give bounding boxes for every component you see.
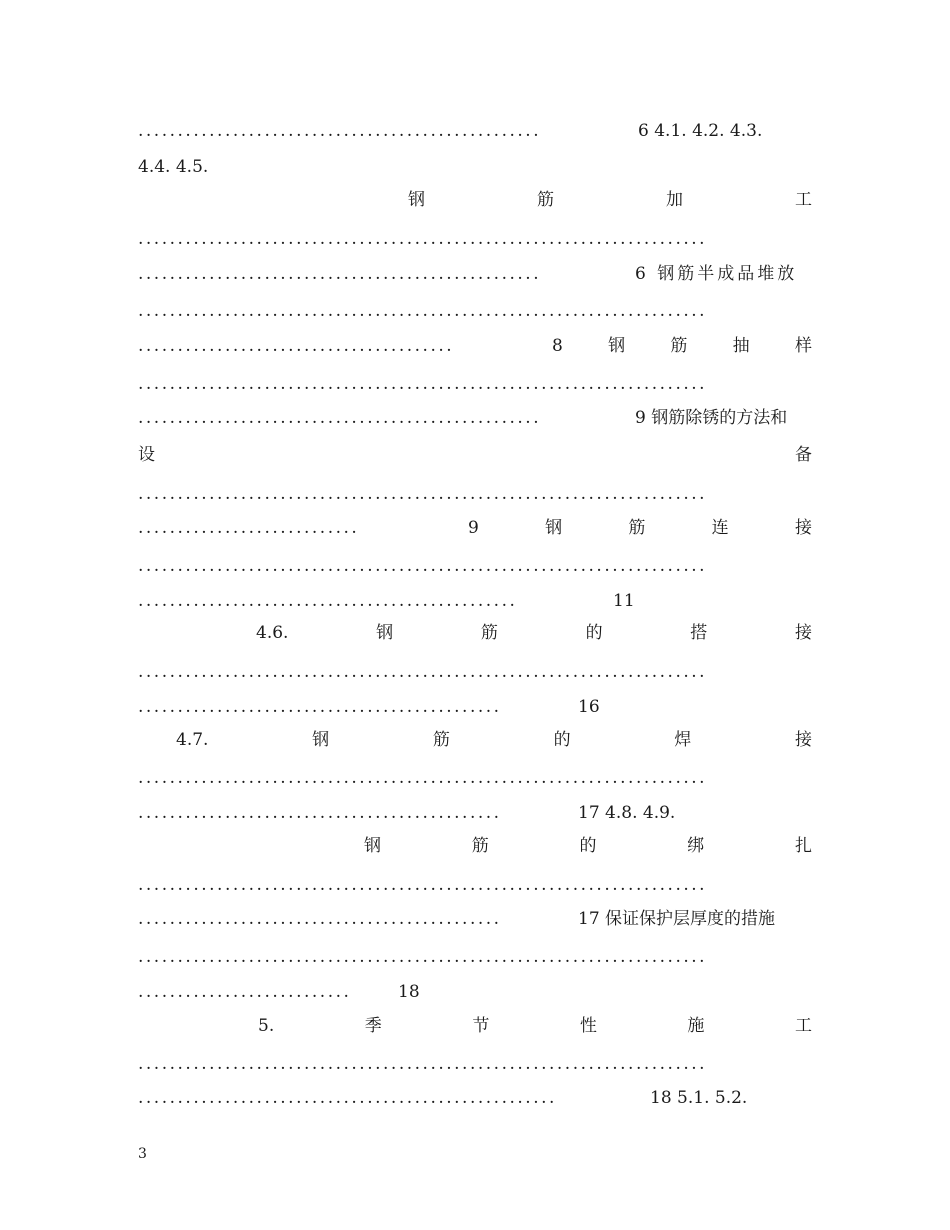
toc-line — [138, 588, 812, 614]
toc-line — [138, 298, 812, 324]
toc-entry-title — [256, 620, 812, 646]
toc-entry-title — [364, 833, 812, 859]
toc-line — [138, 553, 812, 579]
toc-char: 样 — [794, 336, 812, 356]
toc-line — [138, 906, 812, 932]
toc-entry-title — [408, 187, 812, 213]
leader-dots: ............................ — [138, 518, 360, 538]
toc-text: 6 钢筋半成品堆放 — [635, 264, 798, 284]
leader-dots: ........................................................................ — [138, 484, 708, 504]
section-number: 4.7. — [176, 730, 209, 750]
leader-dots: ........................................................................ — [138, 947, 708, 967]
leader-dots: ................................................ — [138, 591, 518, 611]
toc-line — [138, 154, 812, 180]
toc-char: 筋 — [432, 730, 450, 750]
leader-dots: ........................................................................ — [138, 1054, 708, 1074]
page-ref: 9 — [468, 518, 479, 538]
leader-dots: ..................................................... — [138, 1088, 557, 1108]
toc-char: 筋 — [537, 190, 554, 210]
toc-char: 的 — [585, 623, 603, 643]
toc-char: 工 — [794, 1016, 812, 1036]
leader-dots: ........................................................................ — [138, 662, 708, 682]
toc-char: 接 — [794, 623, 812, 643]
leader-dots: .............................................. — [138, 909, 502, 929]
toc-char: 搭 — [690, 623, 708, 643]
toc-entry-title — [258, 1013, 812, 1039]
toc-char: 焊 — [674, 730, 692, 750]
toc-entry-title — [552, 333, 812, 359]
toc-text: 6 4.1. 4.2. 4.3. — [638, 121, 763, 141]
toc-char: 的 — [579, 836, 597, 856]
leader-dots: ........................................................................ — [138, 374, 708, 394]
toc-line — [138, 515, 812, 541]
toc-line — [138, 659, 812, 685]
page-number: 3 — [138, 1146, 147, 1162]
section-number: 5. — [258, 1016, 275, 1036]
toc-line — [138, 442, 812, 468]
leader-dots: ........................................................................ — [138, 556, 708, 576]
leader-dots: ........................................................................ — [138, 229, 708, 249]
toc-char: 钢 — [312, 730, 330, 750]
toc-char: 施 — [687, 1016, 705, 1036]
toc-char: 节 — [472, 1016, 490, 1036]
toc-line — [138, 333, 812, 359]
toc-char: 筋 — [628, 518, 646, 538]
toc-text: 4.4. 4.5. — [138, 157, 209, 177]
toc-line — [138, 979, 812, 1005]
toc-line — [138, 800, 812, 826]
toc-char: 钢 — [545, 518, 563, 538]
toc-text: 9 钢筋除锈的方法和 — [635, 408, 788, 428]
leader-dots: .............................................. — [138, 803, 502, 823]
leader-dots: ................................................... — [138, 121, 542, 141]
toc-line — [138, 1085, 812, 1111]
toc-char: 筋 — [480, 623, 498, 643]
leader-dots: ........................... — [138, 982, 352, 1002]
toc-entry-title — [176, 727, 812, 753]
page-ref: 16 — [578, 697, 600, 717]
toc-line — [138, 872, 812, 898]
toc-line — [138, 694, 812, 720]
toc-char: 扎 — [795, 836, 812, 856]
toc-line — [138, 944, 812, 970]
leader-dots: ........................................................................ — [138, 301, 708, 321]
toc-char: 工 — [795, 190, 812, 210]
toc-char: 钢 — [364, 836, 381, 856]
toc-char: 钢 — [376, 623, 394, 643]
toc-line — [138, 371, 812, 397]
toc-text: 17 保证保护层厚度的措施 — [578, 909, 776, 929]
toc-line — [138, 765, 812, 791]
leader-dots: ................................................... — [138, 408, 542, 428]
toc-char: 备 — [795, 445, 812, 465]
toc-char: 钢 — [608, 336, 626, 356]
toc-line — [138, 226, 812, 252]
leader-dots: ........................................................................ — [138, 875, 708, 895]
toc-char: 性 — [579, 1016, 597, 1036]
toc-char: 抽 — [732, 336, 750, 356]
leader-dots: ........................................ — [138, 336, 455, 356]
toc-text: 18 5.1. 5.2. — [650, 1088, 748, 1108]
page-ref: 8 — [552, 336, 563, 356]
toc-text: 17 4.8. 4.9. — [578, 803, 676, 823]
toc-line — [138, 1051, 812, 1077]
toc-line — [138, 481, 812, 507]
toc-line — [138, 261, 812, 287]
leader-dots: ........................................................................ — [138, 768, 708, 788]
toc-char: 接 — [794, 518, 812, 538]
toc-char: 钢 — [408, 190, 425, 210]
page-ref: 11 — [613, 591, 635, 611]
toc-char: 筋 — [670, 336, 688, 356]
page-ref: 18 — [398, 982, 420, 1002]
toc-char: 绑 — [687, 836, 705, 856]
leader-dots: .............................................. — [138, 697, 502, 717]
toc-line — [138, 118, 812, 144]
toc-char: 的 — [553, 730, 571, 750]
toc-line — [138, 405, 812, 431]
leader-dots: ................................................... — [138, 264, 542, 284]
toc-char: 连 — [711, 518, 729, 538]
toc-entry-title — [468, 515, 812, 541]
toc-char: 季 — [364, 1016, 382, 1036]
toc-char: 筋 — [471, 836, 489, 856]
toc-char: 接 — [794, 730, 812, 750]
section-number: 4.6. — [256, 623, 289, 643]
toc-char: 加 — [666, 190, 683, 210]
toc-char: 设 — [138, 445, 155, 465]
